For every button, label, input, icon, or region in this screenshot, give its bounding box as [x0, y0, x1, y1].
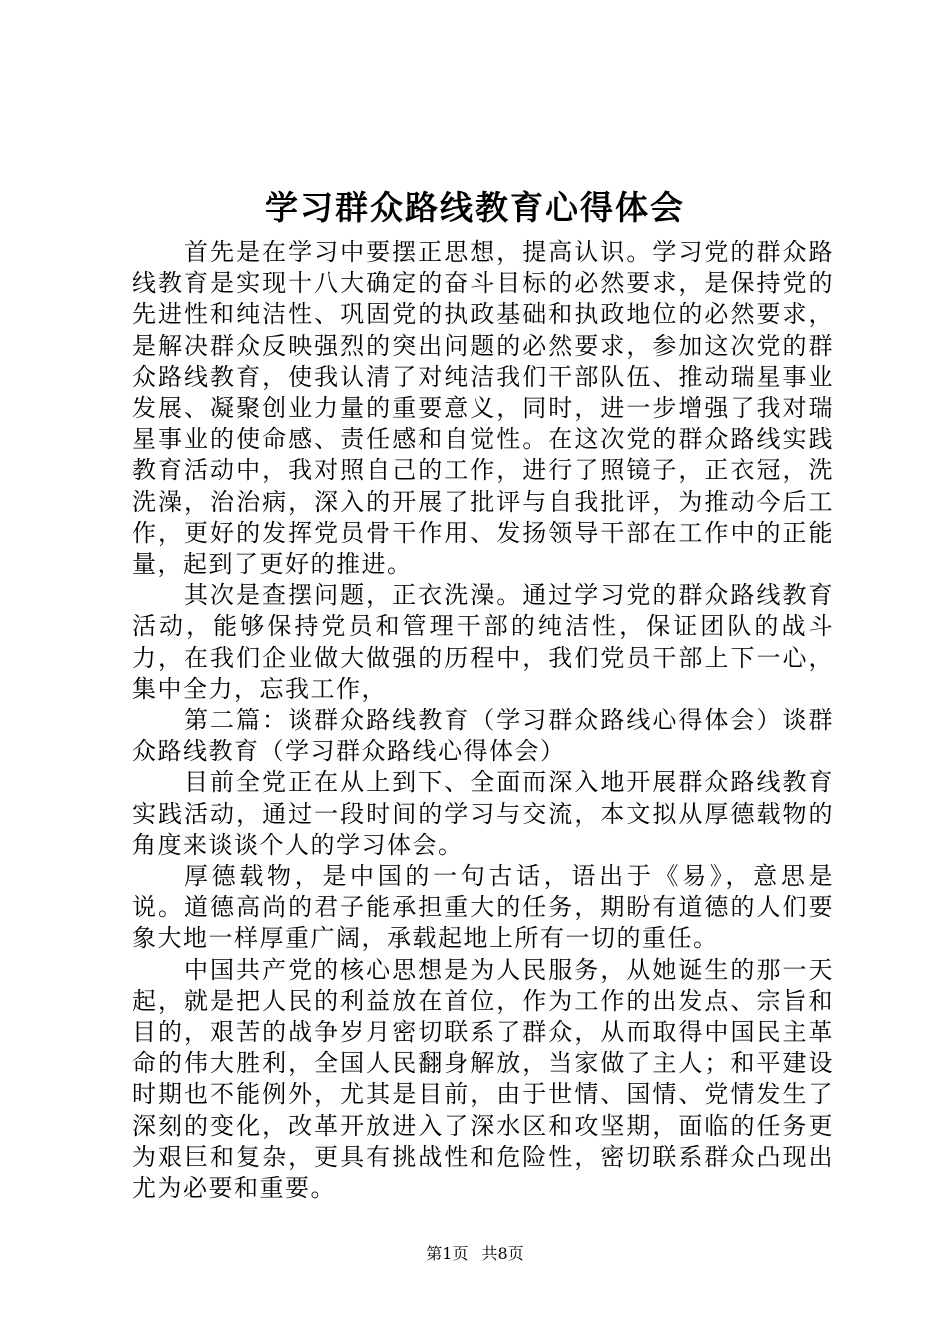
- page-footer: [0, 1242, 950, 1266]
- document-body: [132, 237, 834, 1204]
- paragraph: 厚德载物，是中国的一句古话，语出于《易》，意思是说。道德高尚的君子能承担重大的任务，期盼有道德的人们要象大地一样厚重广阔，承载起地上所有一切的重任。: [132, 862, 834, 953]
- paragraph: 目前全党正在从上到下、全面而深入地开展群众路线教育实践活动，通过一段时间的学习与交流，本文拟从厚德载物的角度来谈谈个人的学习体会。: [132, 768, 834, 859]
- paragraph: 其次是查摆问题，正衣洗澡。通过学习党的群众路线教育活动，能够保持党员和管理干部的纯洁性，保证团队的战斗力，在我们企业做大做强的历程中，我们党员干部上下一心，集中全力，忘我工作，: [132, 581, 834, 703]
- paragraph: 第二篇：谈群众路线教育（学习群众路线心得体会）谈群众路线教育（学习群众路线心得体会）: [132, 706, 834, 766]
- page-number: 第1页: [426, 1244, 469, 1263]
- paragraph: 中国共产党的核心思想是为人民服务，从她诞生的那一天起，就是把人民的利益放在首位，作为工作的出发点、宗旨和目的，艰苦的战争岁月密切联系了群众，从而取得中国民主革命的伟大胜利，全国人民翻身解放，当家做了主人；和平建设时期也不能例外，尤其是目前，由于世情、国情、党情发生了深刻的变化，改革开放进入了深水区和攻坚期，面临的任务更为艰巨和复杂，更具有挑战性和危险性，密切联系群众凸现出尤为必要和重要。: [132, 955, 834, 1203]
- document-title: 学习群众路线教育心得体会: [265, 188, 685, 227]
- paragraph: 首先是在学习中要摆正思想，提高认识。学习党的群众路线教育是实现十八大确定的奋斗目标的必然要求，是保持党的先进性和纯洁性、巩固党的执政基础和执政地位的必然要求，是解决群众反映强烈的突出问题的必然要求，参加这次党的群众路线教育，使我认清了对纯洁我们干部队伍、推动瑞星事业发展、凝聚创业力量的重要意义，同时，进一步增强了我对瑞星事业的使命感、责任感和自觉性。在这次党的群众路线实践教育活动中，我对照自己的工作，进行了照镜子，正衣冠，洗洗澡，治治病，深入的开展了批评与自我批评，为推动今后工作，更好的发挥党员骨干作用、发扬领导干部在工作中的正能量，起到了更好的推进。: [132, 238, 834, 579]
- page-total: 共8页: [481, 1244, 524, 1263]
